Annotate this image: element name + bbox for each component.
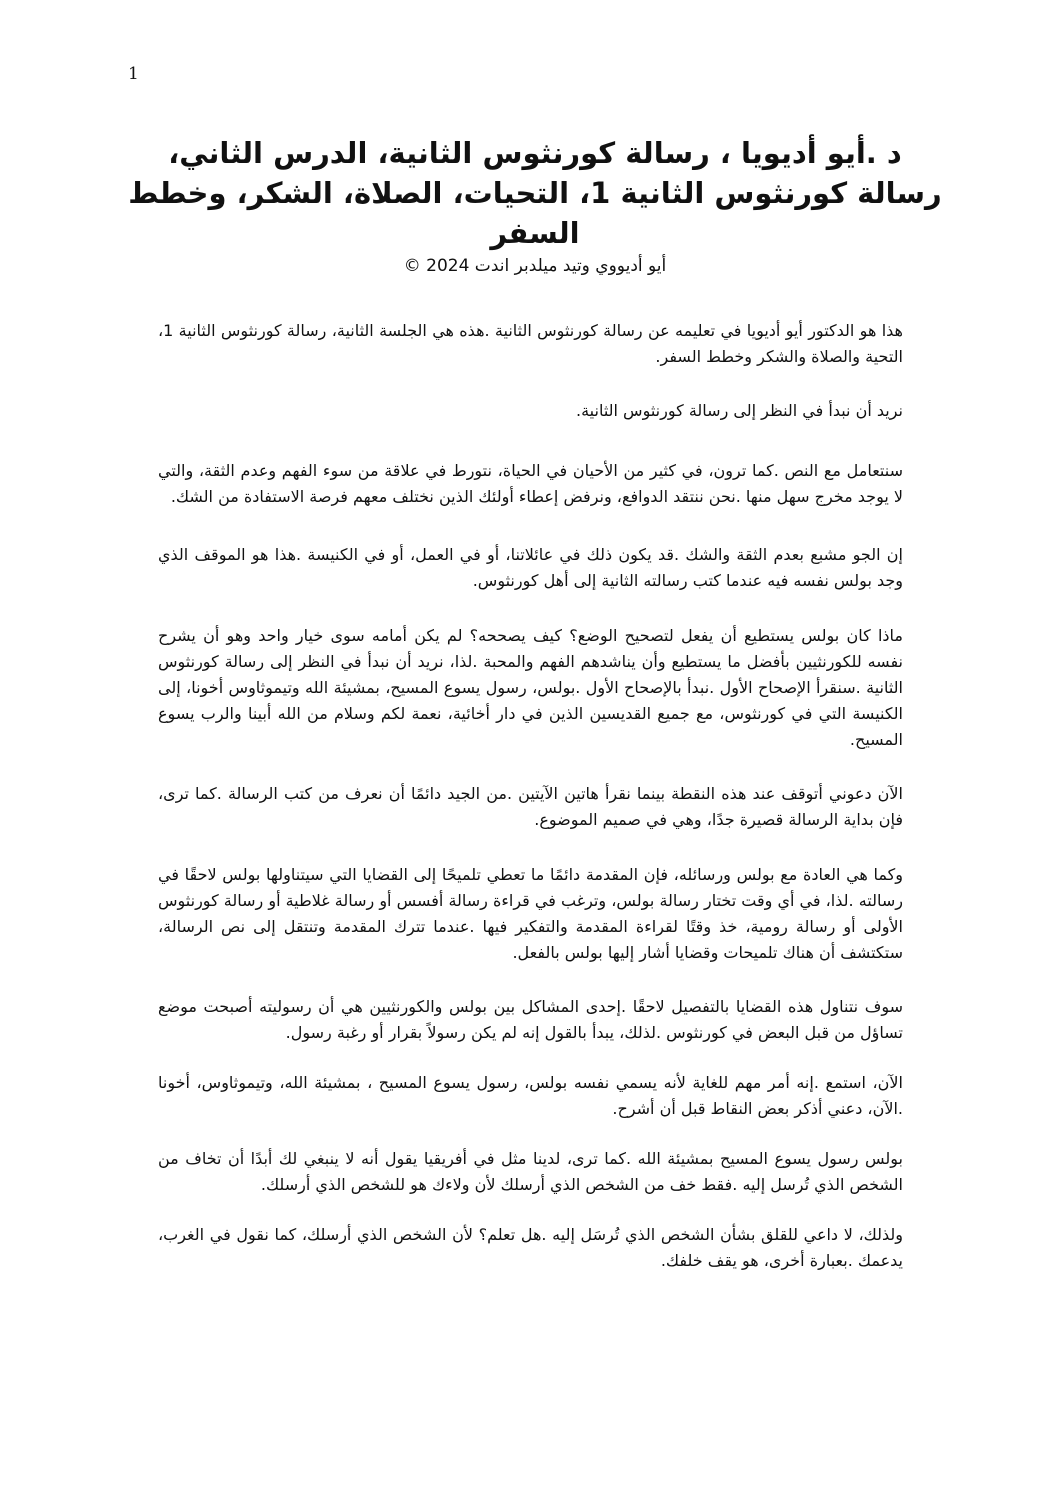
paragraph-7: وكما هي العادة مع بولس ورسائله، فإن المقدمة دائمًا ما تعطي تلميحًا إلى القضايا التي سيتناولها بولس لاحقًا في رسالته .لذا، في أي وقت تختار رسالة بولس، وترغب في قراءة رسالة أفسس أو رسالة غلاطية أو رسالة كورنثوس الأولى أو رسالة رومية، خذ وقتًا لقراءة المقدمة والتفكير فيها .عندما تترك المقدمة وتنتقل إلى نص الرسالة، ستكتشف أن هناك تلميحات وقضايا أشار إليها بولس بالفعل. [158,865,903,962]
paragraph-3: سنتعامل مع النص .كما ترون، في كثير من الأحيان في الحياة، نتورط في علاقة من سوء الفهم وعدم الثقة، والتي لا يوجد مخرج سهل منها .نحن ننتقد الدوافع، ونرفض إعطاء أولئك الذين نختلف معهم فرصة الاستفادة من الشك. [158,461,903,506]
title-line-3: السفر [490,216,580,250]
page-number: 1 [128,64,139,84]
title-line-1: د .أيو أديويا ، رسالة كورنثوس الثانية، الدرس الثاني، [168,136,902,170]
copyright-line: أيو أديووي وتيد ميلدبر اندت 2024 © [403,256,667,276]
title-line-2: رسالة كورنثوس الثانية 1، التحيات، الصلاة، الشكر، وخطط [128,176,942,210]
paragraph-5: ماذا كان بولس يستطيع أن يفعل لتصحيح الوضع؟ كيف يصححه؟ لم يكن أمامه سوى خيار واحد وهو أن يشرح نفسه للكورنثيين بأفضل ما يستطيع وأن يناشدهم الفهم والمحبة .لذا، نريد أن نبدأ في النظر إلى رسالة كورنثوس الثانية .سنقرأ الإصحاح الأول .نبدأ بالإصحاح الأول .بولس، رسول يسوع المسيح، بمشيئة الله وتيموثاوس أخونا، إلى الكنيسة التي في كورنثوس، مع جميع القديسين الذين في دار أخائية، نعمة لكم وسلام من الله أبينا والرب يسوع المسيح. [158,626,903,749]
paragraph-10: بولس رسول يسوع المسيح بمشيئة الله .كما ترى، لدينا مثل في أفريقيا يقول أنه لا ينبغي لك أبدًا أن تخاف من الشخص الذي تُرسل إليه .فقط خف من الشخص الذي أرسلك لأن ولاءك هو للشخص الذي أرسلك. [158,1149,903,1194]
document-body [158,318,903,1274]
document-header [120,133,950,279]
paragraph-9: الآن، استمع .إنه أمر مهم للغاية لأنه يسمي نفسه بولس، رسول يسوع المسيح ، بمشيئة الله، وتيموثاوس، أخونا .الآن، دعني أذكر بعض النقاط قبل أن أشرح. [158,1073,903,1118]
paragraph-2: نريد أن نبدأ في النظر إلى رسالة كورنثوس الثانية. [576,401,903,420]
paragraph-11: ولذلك، لا داعي للقلق بشأن الشخص الذي تُرسَل إليه .هل تعلم؟ لأن الشخص الذي أرسلك، كما نقول في الغرب، يدعمك .بعبارة أخرى، هو يقف خلفك. [158,1225,903,1270]
paragraph-4: إن الجو مشبع بعدم الثقة والشك .قد يكون ذلك في عائلاتنا، أو في العمل، أو في الكنيسة .هذا هو الموقف الذي وجد بولس نفسه فيه عندما كتب رسالته الثانية إلى أهل كورنثوس. [158,545,903,590]
paragraph-8: سوف نتناول هذه القضايا بالتفصيل لاحقًا .إحدى المشاكل بين بولس والكورنثيين هي أن رسوليته أصبحت موضع تساؤل من قبل البعض في كورنثوس .لذلك، يبدأ بالقول إنه لم يكن رسولاً بقرار أو رغبة رسول. [158,997,903,1042]
paragraph-6: الآن دعوني أتوقف عند هذه النقطة بينما نقرأ هاتين الآيتين .من الجيد دائمًا أن نعرف من كتب الرسالة .كما ترى، فإن بداية الرسالة قصيرة جدًا، وهي في صميم الموضوع. [158,784,903,829]
paragraph-1: هذا هو الدكتور أيو أديويا في تعليمه عن رسالة كورنثوس الثانية .هذه هي الجلسة الثانية، رسالة كورنثوس الثانية 1، التحية والصلاة والشكر وخطط السفر. [158,321,903,366]
